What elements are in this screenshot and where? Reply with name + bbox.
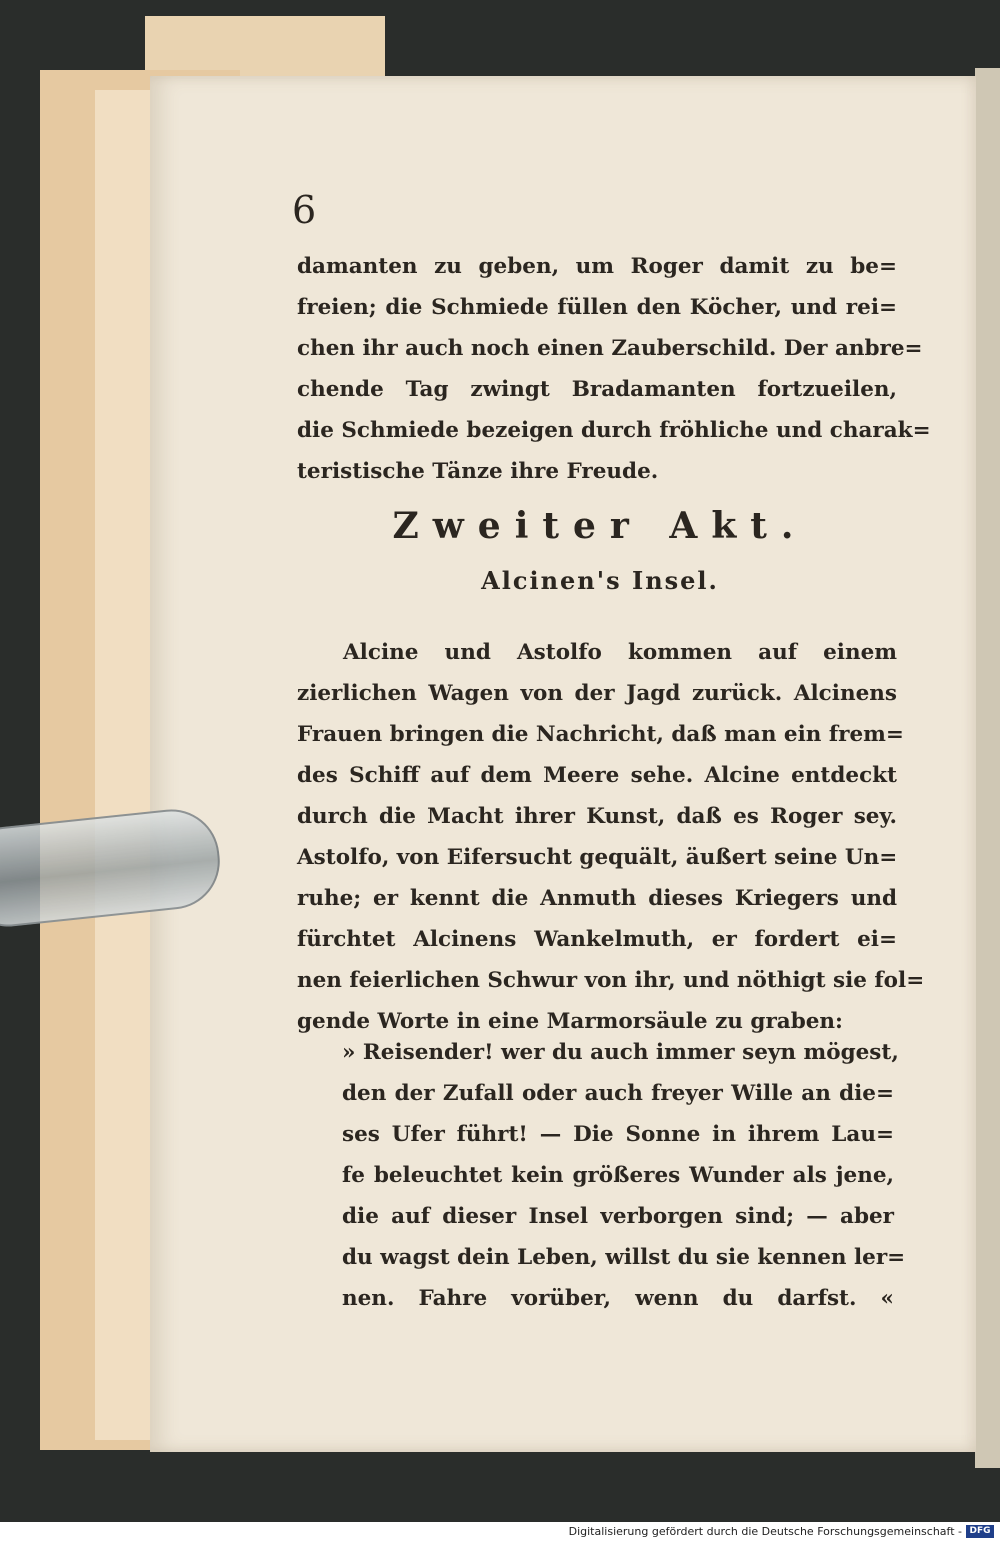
act-heading: Zweiter Akt.: [392, 505, 808, 547]
text-line: durch die Macht ihrer Kunst, daß es Roger sey.: [297, 804, 897, 829]
quote-line: fe beleuchtet kein größeres Wunder als jene,: [342, 1163, 894, 1188]
funding-credit: Digitalisierung gefördert durch die Deutsche Forschungsgemeinschaft -: [568, 1525, 962, 1538]
text-line: Astolfo, von Eifersucht gequält, äußert seine Un=: [297, 845, 898, 870]
paragraph-2: [297, 632, 925, 1042]
text-line: fürchtet Alcinens Wankelmuth, er fordert ei=: [297, 927, 897, 952]
scene-subheading: Alcinen's Insel.: [481, 566, 719, 595]
text-line: teristische Tänze ihre Freude.: [297, 459, 659, 484]
quote-line: ses Ufer führt! — Die Sonne in ihrem Lau=: [342, 1122, 894, 1147]
text-line: nen feierlichen Schwur von ihr, und nöthigt sie fol=: [297, 968, 925, 993]
text-line: chende Tag zwingt Bradamanten fortzueilen,: [297, 377, 897, 402]
text-line: freien; die Schmiede füllen den Köcher, und rei=: [297, 295, 897, 320]
text-line: Alcine und Astolfo kommen auf einem: [343, 640, 897, 665]
text-line: chen ihr auch noch einen Zauberschild. Der anbre=: [297, 336, 923, 361]
inscription-quote: [342, 1032, 906, 1319]
quote-line: du wagst dein Leben, willst du sie kennen ler=: [342, 1245, 906, 1270]
quote-line: nen. Fahre vorüber, wenn du darfst. «: [342, 1286, 894, 1311]
quote-line: die auf dieser Insel verborgen sind; — aber: [342, 1204, 894, 1229]
paragraph-1: [297, 246, 931, 492]
text-line: damanten zu geben, um Roger damit zu be=: [297, 254, 897, 279]
book-spine-edge: [975, 68, 1000, 1468]
quote-line: den der Zufall oder auch freyer Wille an die=: [342, 1081, 894, 1106]
page-number: 6: [292, 188, 317, 232]
footer-bar: [0, 1522, 1000, 1542]
text-line: gende Worte in eine Marmorsäule zu graben:: [297, 1009, 843, 1034]
text-line: des Schiff auf dem Meere sehe. Alcine entdeckt: [297, 763, 897, 788]
text-line: Frauen bringen die Nachricht, daß man ein frem=: [297, 722, 904, 747]
dfg-logo: DFG: [966, 1525, 994, 1538]
quote-line: » Reisender! wer du auch immer seyn mögest,: [342, 1040, 899, 1065]
text-line: ruhe; er kennt die Anmuth dieses Kriegers und: [297, 886, 897, 911]
text-line: die Schmiede bezeigen durch fröhliche und charak=: [297, 418, 931, 443]
text-line: zierlichen Wagen von der Jagd zurück. Alcinens: [297, 681, 897, 706]
